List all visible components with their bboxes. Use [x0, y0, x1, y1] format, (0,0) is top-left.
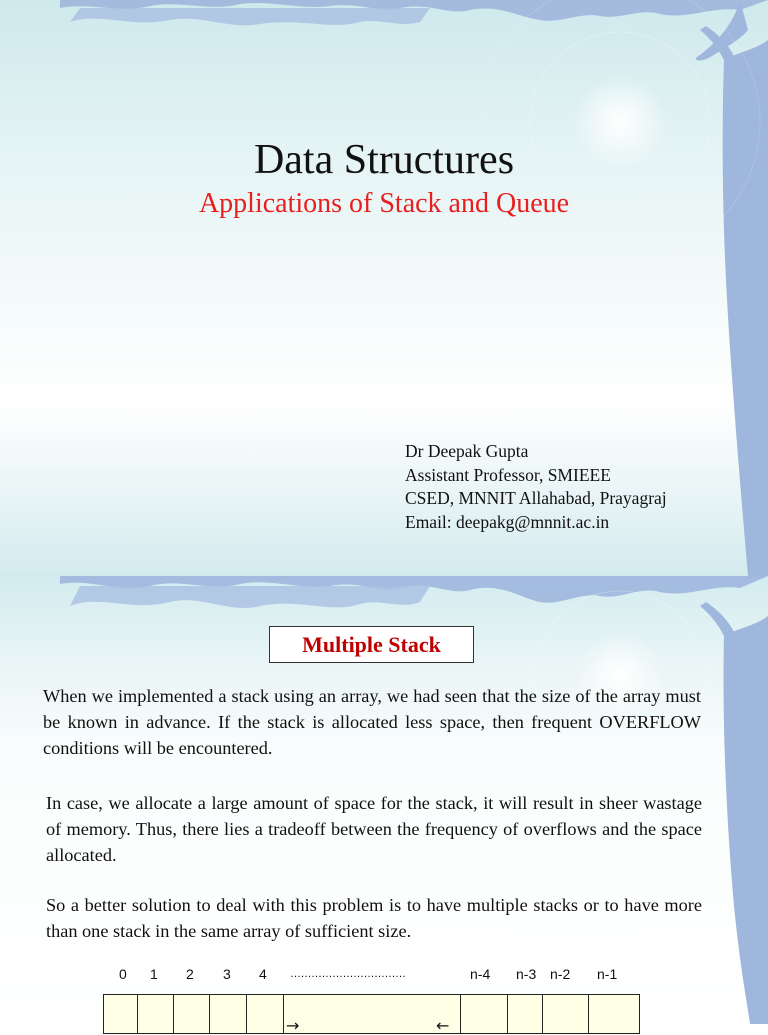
array-cell: [246, 994, 284, 1034]
array-cell: [103, 994, 138, 1034]
array-cell: [507, 994, 543, 1034]
index-label: 4: [259, 966, 267, 982]
section-heading: Multiple Stack: [269, 626, 474, 663]
slide-subtitle: Applications of Stack and Queue: [198, 188, 570, 219]
paragraph-2: In case, we allocate a large amount of space for the stack, it will result in sheer wastage of memory. Thus, there lies a tradeoff between the frequency of overflows and the space allocated.: [46, 793, 702, 865]
paragraph-1: When we implemented a stack using an array, we had seen that the size of the array must be known in advance. If the stack is allocated less space, then frequent OVERFLOW conditions will be encountered.: [43, 686, 701, 758]
index-label: n-4: [470, 966, 491, 982]
index-label: n-3: [516, 966, 537, 982]
array-cell: [542, 994, 589, 1034]
index-label: 0: [119, 966, 127, 982]
index-label: n-1: [597, 966, 618, 982]
index-label: 2: [186, 966, 194, 982]
author-name: Dr Deepak Gupta: [405, 441, 529, 461]
index-label: 1: [150, 966, 158, 982]
array-cell: [137, 994, 174, 1034]
index-ellipsis: ……………………………: [290, 968, 406, 980]
paragraph-3: So a better solution to deal with this problem is to have multiple stacks or to have more than one stack in the same array of sufficient size.: [46, 895, 702, 941]
arrow-left-icon: ←: [436, 1016, 450, 1035]
array-cell: [588, 994, 640, 1034]
slide-title: Data Structures: [253, 137, 515, 183]
index-label: 3: [223, 966, 231, 982]
author-block: [405, 440, 667, 534]
array-cell: [173, 994, 210, 1034]
author-department: CSED, MNNIT Allahabad, Prayagraj: [405, 488, 667, 508]
arrow-right-icon: →: [286, 1016, 300, 1035]
author-email: Email: deepakg@mnnit.ac.in: [405, 511, 610, 532]
author-position: Assistant Professor, SMIEEE: [405, 464, 611, 485]
array-index-labels: [0, 966, 768, 986]
array-cell: [460, 994, 508, 1034]
content-slide: [0, 576, 768, 1035]
index-label: n-2: [550, 966, 571, 982]
array-middle-cell: [283, 994, 461, 1034]
array-cell: [209, 994, 247, 1034]
